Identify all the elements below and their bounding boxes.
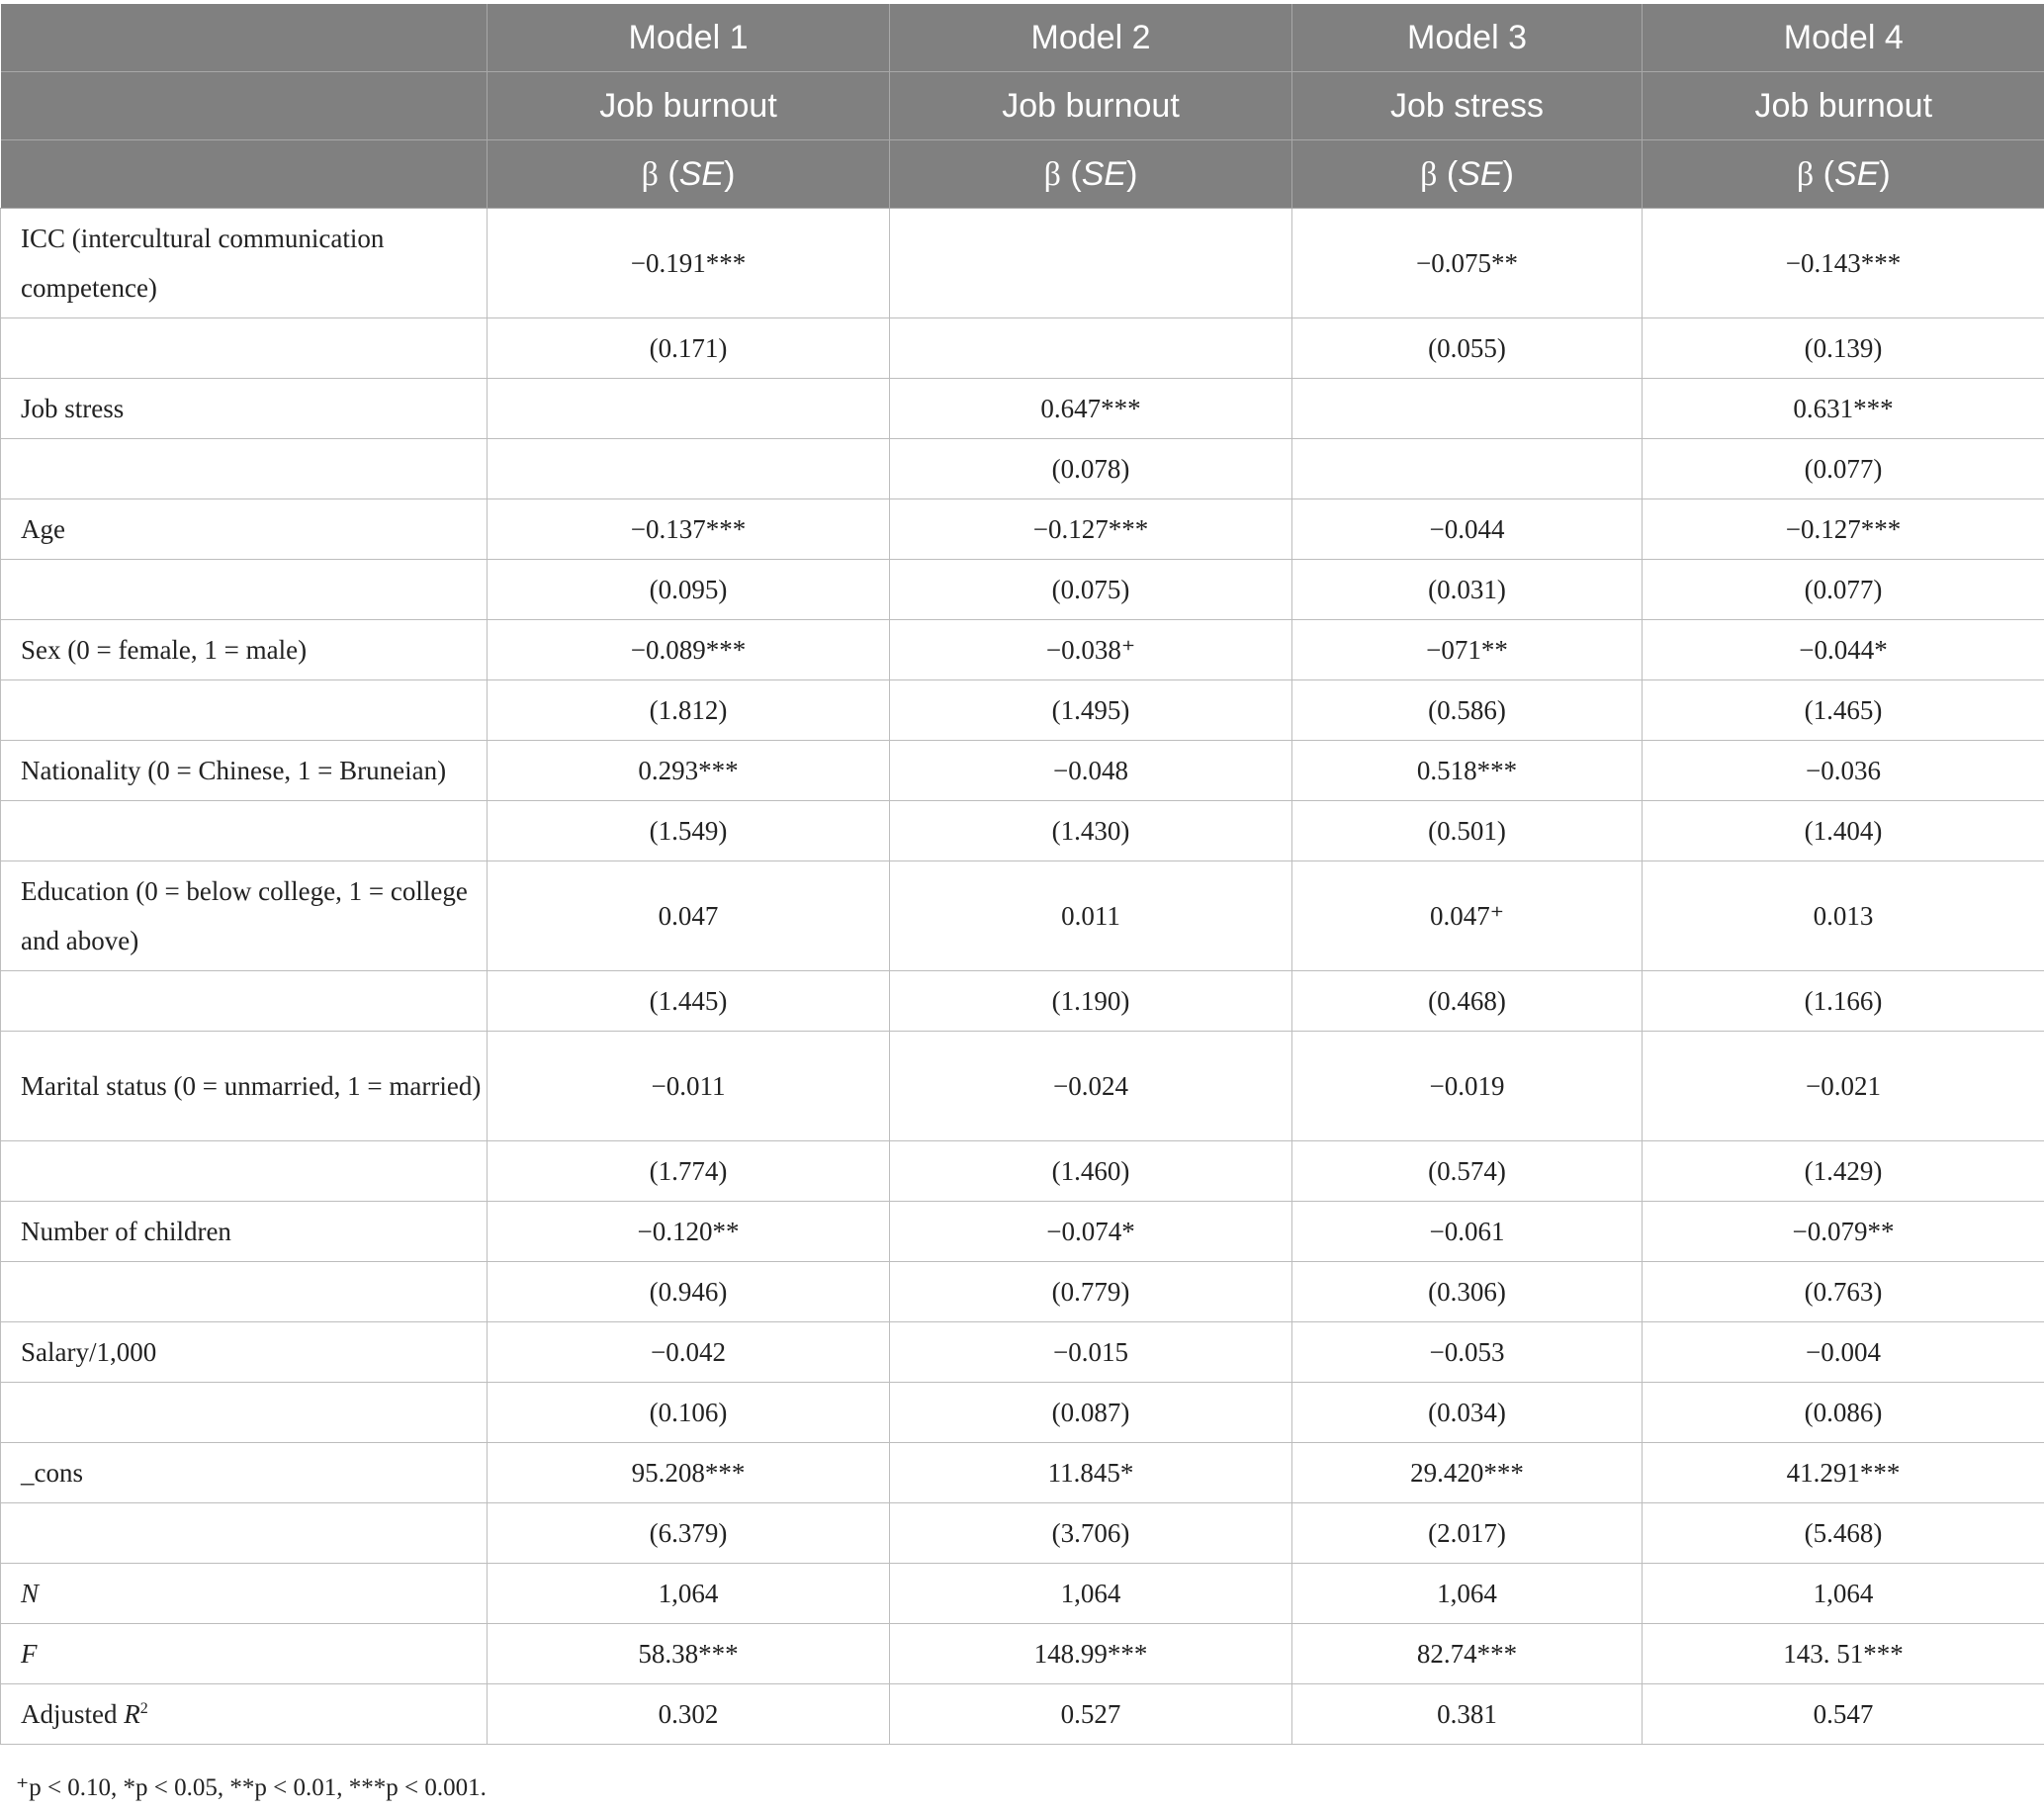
value-cell-model-2: −0.038⁺ bbox=[890, 620, 1292, 680]
value-cell-model-3: −0.061 bbox=[1292, 1202, 1643, 1262]
value-cell-model-3 bbox=[1292, 379, 1643, 439]
header-statistic-4 bbox=[1643, 140, 2044, 209]
row-label bbox=[1, 1383, 488, 1443]
value-cell-model-3: (2.017) bbox=[1292, 1503, 1643, 1564]
value-cell-model-3: (0.031) bbox=[1292, 560, 1643, 620]
value-cell-model-3: 0.381 bbox=[1292, 1684, 1643, 1745]
table-row bbox=[1, 680, 2044, 741]
value-cell-model-1: 58.38*** bbox=[488, 1624, 890, 1684]
table-header bbox=[1, 4, 2044, 209]
table-row bbox=[1, 318, 2044, 379]
row-label bbox=[1, 1322, 488, 1383]
row-label bbox=[1, 1032, 488, 1141]
table-row bbox=[1, 620, 2044, 680]
table-row bbox=[1, 560, 2044, 620]
value-cell-model-3: (0.501) bbox=[1292, 801, 1643, 861]
value-cell-model-3: −071** bbox=[1292, 620, 1643, 680]
value-cell-model-1: (0.946) bbox=[488, 1262, 890, 1322]
value-cell-model-1: (0.171) bbox=[488, 318, 890, 379]
value-cell-model-3: 1,064 bbox=[1292, 1564, 1643, 1624]
value-cell-model-2: (0.078) bbox=[890, 439, 1292, 499]
table-row bbox=[1, 439, 2044, 499]
value-cell-model-4: 143. 51*** bbox=[1643, 1624, 2044, 1684]
value-cell-model-1: (1.812) bbox=[488, 680, 890, 741]
value-cell-model-2: (1.190) bbox=[890, 971, 1292, 1032]
row-label-text: _cons bbox=[21, 1458, 83, 1488]
value-cell-model-2: −0.127*** bbox=[890, 499, 1292, 560]
value-cell-model-2: −0.015 bbox=[890, 1322, 1292, 1383]
row-label-text: N bbox=[21, 1579, 40, 1608]
table-body bbox=[1, 209, 2044, 1745]
row-label-superscript: 2 bbox=[139, 1700, 148, 1717]
row-label bbox=[1, 209, 488, 318]
row-label bbox=[1, 1443, 488, 1503]
value-cell-model-4: 0.013 bbox=[1643, 861, 2044, 971]
se-close-paren: ) bbox=[1879, 154, 1891, 193]
value-cell-model-2: 1,064 bbox=[890, 1564, 1292, 1624]
row-label bbox=[1, 1564, 488, 1624]
row-label-text: F bbox=[21, 1639, 38, 1669]
se-label: SE bbox=[1081, 154, 1127, 193]
se-open-paren: ( bbox=[1060, 154, 1082, 193]
value-cell-model-3: (0.574) bbox=[1292, 1141, 1643, 1202]
value-cell-model-4: (1.166) bbox=[1643, 971, 2044, 1032]
row-label bbox=[1, 379, 488, 439]
se-open-paren: ( bbox=[1437, 154, 1459, 193]
value-cell-model-3: 0.518*** bbox=[1292, 741, 1643, 801]
header-outcome-4: Job burnout bbox=[1643, 72, 2044, 140]
header-outcome-3: Job stress bbox=[1292, 72, 1643, 140]
row-label bbox=[1, 861, 488, 971]
row-label-text: Education (0 = below college, 1 = college and above) bbox=[21, 876, 468, 955]
table-row bbox=[1, 741, 2044, 801]
value-cell-model-1: −0.191*** bbox=[488, 209, 890, 318]
value-cell-model-2: (0.087) bbox=[890, 1383, 1292, 1443]
header-model-3: Model 3 bbox=[1292, 4, 1643, 72]
table-row bbox=[1, 971, 2044, 1032]
row-label bbox=[1, 1684, 488, 1745]
value-cell-model-3: (0.306) bbox=[1292, 1262, 1643, 1322]
value-cell-model-1: (1.774) bbox=[488, 1141, 890, 1202]
header-model-2: Model 2 bbox=[890, 4, 1292, 72]
value-cell-model-1: 1,064 bbox=[488, 1564, 890, 1624]
se-close-paren: ) bbox=[1502, 154, 1514, 193]
row-label-text: Marital status (0 = unmarried, 1 = married) bbox=[21, 1071, 482, 1101]
value-cell-model-2: (0.779) bbox=[890, 1262, 1292, 1322]
value-cell-model-4: 0.631*** bbox=[1643, 379, 2044, 439]
value-cell-model-1: (1.549) bbox=[488, 801, 890, 861]
header-outcome-2: Job burnout bbox=[890, 72, 1292, 140]
table-row bbox=[1, 1262, 2044, 1322]
row-label-text: Sex (0 = female, 1 = male) bbox=[21, 635, 308, 665]
row-label-text: Number of children bbox=[21, 1217, 231, 1246]
se-label: SE bbox=[678, 154, 725, 193]
value-cell-model-1: (1.445) bbox=[488, 971, 890, 1032]
beta-symbol: β bbox=[1796, 155, 1815, 193]
value-cell-model-4: 0.547 bbox=[1643, 1684, 2044, 1745]
value-cell-model-4: (0.763) bbox=[1643, 1262, 2044, 1322]
value-cell-model-1: (0.095) bbox=[488, 560, 890, 620]
beta-symbol: β bbox=[641, 155, 659, 193]
value-cell-model-4: −0.004 bbox=[1643, 1322, 2044, 1383]
row-label bbox=[1, 1141, 488, 1202]
row-label bbox=[1, 971, 488, 1032]
value-cell-model-3: −0.019 bbox=[1292, 1032, 1643, 1141]
beta-symbol: β bbox=[1420, 155, 1438, 193]
value-cell-model-1: −0.011 bbox=[488, 1032, 890, 1141]
value-cell-model-4: (1.429) bbox=[1643, 1141, 2044, 1202]
value-cell-model-2: 11.845* bbox=[890, 1443, 1292, 1503]
value-cell-model-2: (0.075) bbox=[890, 560, 1292, 620]
row-label-text: Age bbox=[21, 514, 65, 544]
value-cell-model-4: −0.079** bbox=[1643, 1202, 2044, 1262]
value-cell-model-1: −0.042 bbox=[488, 1322, 890, 1383]
se-open-paren: ( bbox=[1814, 154, 1834, 193]
value-cell-model-1: (0.106) bbox=[488, 1383, 890, 1443]
value-cell-model-4: −0.127*** bbox=[1643, 499, 2044, 560]
row-label-text: Job stress bbox=[21, 394, 125, 423]
value-cell-model-1: −0.137*** bbox=[488, 499, 890, 560]
value-cell-model-2: 0.647*** bbox=[890, 379, 1292, 439]
table-row bbox=[1, 1383, 2044, 1443]
value-cell-model-1: −0.120** bbox=[488, 1202, 890, 1262]
value-cell-model-3: −0.075** bbox=[1292, 209, 1643, 318]
value-cell-model-3: (0.586) bbox=[1292, 680, 1643, 741]
header-statistic-3 bbox=[1292, 140, 1643, 209]
table-row bbox=[1, 1202, 2044, 1262]
value-cell-model-4: (0.086) bbox=[1643, 1383, 2044, 1443]
value-cell-model-3: 29.420*** bbox=[1292, 1443, 1643, 1503]
row-label bbox=[1, 1624, 488, 1684]
row-label-text: Salary/1,000 bbox=[21, 1337, 157, 1367]
value-cell-model-3: 82.74*** bbox=[1292, 1624, 1643, 1684]
row-label bbox=[1, 318, 488, 379]
se-close-paren: ) bbox=[724, 154, 736, 193]
table-row bbox=[1, 379, 2044, 439]
value-cell-model-4: −0.044* bbox=[1643, 620, 2044, 680]
row-label bbox=[1, 439, 488, 499]
value-cell-model-3: (0.468) bbox=[1292, 971, 1643, 1032]
table-row bbox=[1, 1503, 2044, 1564]
row-label-text: Nationality (0 = Chinese, 1 = Bruneian) bbox=[21, 756, 447, 785]
header-row-models bbox=[1, 4, 2044, 72]
row-label bbox=[1, 499, 488, 560]
value-cell-model-1: 0.302 bbox=[488, 1684, 890, 1745]
value-cell-model-4: −0.036 bbox=[1643, 741, 2044, 801]
value-cell-model-4: −0.021 bbox=[1643, 1032, 2044, 1141]
value-cell-model-4: (0.077) bbox=[1643, 560, 2044, 620]
table-row bbox=[1, 1684, 2044, 1745]
header-row-outcomes bbox=[1, 72, 2044, 140]
value-cell-model-3: −0.044 bbox=[1292, 499, 1643, 560]
table-row bbox=[1, 209, 2044, 318]
header-statistic-1 bbox=[488, 140, 890, 209]
value-cell-model-4: 1,064 bbox=[1643, 1564, 2044, 1624]
value-cell-model-4: (0.077) bbox=[1643, 439, 2044, 499]
value-cell-model-2: 0.527 bbox=[890, 1684, 1292, 1745]
header-model-1: Model 1 bbox=[488, 4, 890, 72]
value-cell-model-2: (1.495) bbox=[890, 680, 1292, 741]
row-label bbox=[1, 680, 488, 741]
table-row bbox=[1, 1564, 2044, 1624]
se-label: SE bbox=[1833, 154, 1880, 193]
row-label-text: Adjusted bbox=[21, 1699, 125, 1729]
row-label bbox=[1, 1262, 488, 1322]
row-label bbox=[1, 1202, 488, 1262]
value-cell-model-4: (5.468) bbox=[1643, 1503, 2044, 1564]
table-row bbox=[1, 1141, 2044, 1202]
table-row bbox=[1, 861, 2044, 971]
value-cell-model-4: (0.139) bbox=[1643, 318, 2044, 379]
value-cell-model-2: (3.706) bbox=[890, 1503, 1292, 1564]
value-cell-model-2: (1.460) bbox=[890, 1141, 1292, 1202]
table-footnote: ⁺p < 0.10, *p < 0.05, **p < 0.01, ***p < 0.001. bbox=[16, 1774, 487, 1801]
row-label bbox=[1, 741, 488, 801]
value-cell-model-1 bbox=[488, 379, 890, 439]
se-label: SE bbox=[1458, 154, 1503, 193]
value-cell-model-3: 0.047⁺ bbox=[1292, 861, 1643, 971]
value-cell-model-1 bbox=[488, 439, 890, 499]
table-row bbox=[1, 1322, 2044, 1383]
value-cell-model-1: (6.379) bbox=[488, 1503, 890, 1564]
value-cell-model-2: −0.074* bbox=[890, 1202, 1292, 1262]
table-row bbox=[1, 1443, 2044, 1503]
table-row bbox=[1, 1032, 2044, 1141]
value-cell-model-1: 0.047 bbox=[488, 861, 890, 971]
beta-symbol: β bbox=[1043, 155, 1061, 193]
value-cell-model-2: 148.99*** bbox=[890, 1624, 1292, 1684]
value-cell-model-2: (1.430) bbox=[890, 801, 1292, 861]
value-cell-model-1: −0.089*** bbox=[488, 620, 890, 680]
se-close-paren: ) bbox=[1126, 154, 1138, 193]
row-label bbox=[1, 801, 488, 861]
table-row bbox=[1, 499, 2044, 560]
row-label-italic: R bbox=[124, 1699, 140, 1729]
table-row bbox=[1, 801, 2044, 861]
header-corner-cell bbox=[1, 72, 488, 140]
value-cell-model-1: 95.208*** bbox=[488, 1443, 890, 1503]
value-cell-model-2: 0.011 bbox=[890, 861, 1292, 971]
header-model-4: Model 4 bbox=[1643, 4, 2044, 72]
value-cell-model-4: 41.291*** bbox=[1643, 1443, 2044, 1503]
value-cell-model-4: (1.465) bbox=[1643, 680, 2044, 741]
value-cell-model-3: (0.055) bbox=[1292, 318, 1643, 379]
value-cell-model-2 bbox=[890, 318, 1292, 379]
se-open-paren: ( bbox=[658, 154, 679, 193]
regression-table bbox=[0, 4, 2044, 1745]
header-outcome-1: Job burnout bbox=[488, 72, 890, 140]
value-cell-model-3: −0.053 bbox=[1292, 1322, 1643, 1383]
row-label-text: ICC (intercultural communication competence) bbox=[21, 224, 385, 303]
value-cell-model-2 bbox=[890, 209, 1292, 318]
value-cell-model-4: (1.404) bbox=[1643, 801, 2044, 861]
header-corner-cell bbox=[1, 4, 488, 72]
value-cell-model-2: −0.024 bbox=[890, 1032, 1292, 1141]
header-corner-cell bbox=[1, 140, 488, 209]
value-cell-model-2: −0.048 bbox=[890, 741, 1292, 801]
header-statistic-2 bbox=[890, 140, 1292, 209]
row-label bbox=[1, 1503, 488, 1564]
value-cell-model-1: 0.293*** bbox=[488, 741, 890, 801]
row-label bbox=[1, 620, 488, 680]
value-cell-model-3: (0.034) bbox=[1292, 1383, 1643, 1443]
value-cell-model-4: −0.143*** bbox=[1643, 209, 2044, 318]
table-row bbox=[1, 1624, 2044, 1684]
row-label bbox=[1, 560, 488, 620]
header-row-statistic bbox=[1, 140, 2044, 209]
value-cell-model-3 bbox=[1292, 439, 1643, 499]
